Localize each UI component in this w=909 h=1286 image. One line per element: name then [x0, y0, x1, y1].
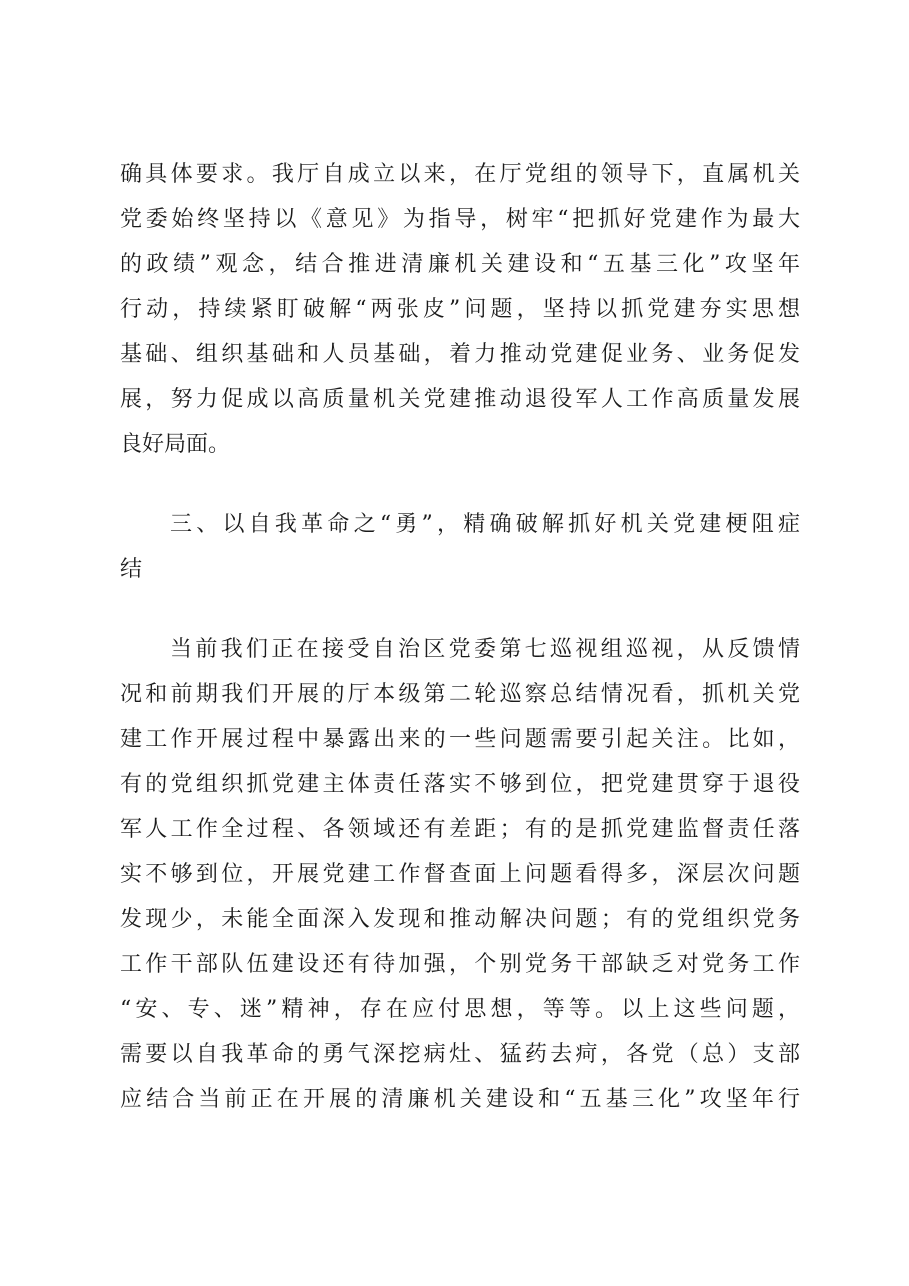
paragraph-line: 当前我们正在接受自治区党委第七巡视组巡视，从反馈情	[170, 637, 800, 662]
paragraph-line: 工作干部队伍建设还有待加强，个别党务干部缺乏对党务工作	[120, 952, 800, 977]
paragraph-line: 良好局面。	[120, 432, 231, 457]
paragraph-line: 行动，持续紧盯破解“两张皮”问题，坚持以抓党建夯实思想	[120, 297, 800, 322]
paragraph-line: 应结合当前正在开展的清廉机关建设和“五基三化”攻坚年行	[120, 1087, 800, 1112]
paragraph-line: “安、专、迷”精神，存在应付思想，等等。以上这些问题，	[120, 997, 800, 1022]
paragraph-line: 党委始终坚持以《意见》为指导，树牢“把抓好党建作为最大	[120, 207, 800, 232]
paragraph-line: 发现少，未能全面深入发现和推动解决问题；有的党组织党务	[120, 907, 800, 932]
paragraph-line: 建工作开展过程中暴露出来的一些问题需要引起关注。比如，	[120, 727, 800, 752]
paragraph-line: 有的党组织抓党建主体责任落实不够到位，把党建贯穿于退役	[120, 772, 800, 797]
section-heading-continued: 结	[120, 557, 143, 582]
paragraph-line: 军人工作全过程、各领域还有差距；有的是抓党建监督责任落	[120, 817, 800, 842]
paragraph-line: 实不够到位，开展党建工作督查面上问题看得多，深层次问题	[120, 862, 800, 887]
paragraph-line: 基础、组织基础和人员基础，着力推动党建促业务、业务促发	[120, 342, 800, 367]
section-heading: 三、以自我革命之“勇”，精确破解抓好机关党建梗阻症	[170, 512, 800, 537]
paragraph-line: 的政绩”观念，结合推进清廉机关建设和“五基三化”攻坚年	[120, 252, 800, 277]
paragraph-line: 况和前期我们开展的厅本级第二轮巡察总结情况看，抓机关党	[120, 682, 800, 707]
paragraph-line: 展，努力促成以高质量机关党建推动退役军人工作高质量发展	[120, 387, 800, 412]
paragraph-line: 需要以自我革命的勇气深挖病灶、猛药去疴，各党（总）支部	[120, 1042, 800, 1067]
paragraph-line: 确具体要求。我厅自成立以来，在厅党组的领导下，直属机关	[120, 162, 800, 187]
